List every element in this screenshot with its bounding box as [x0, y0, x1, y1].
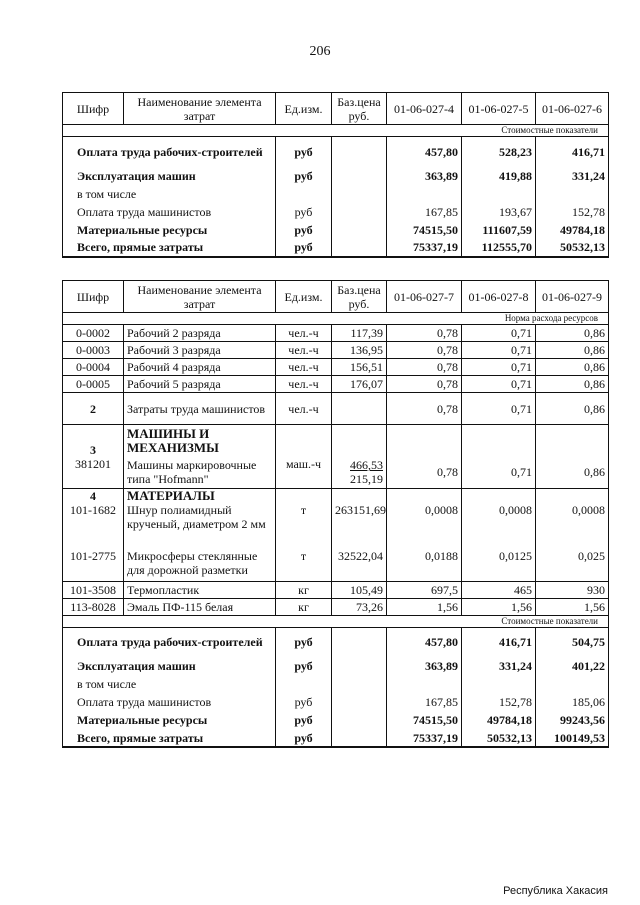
- row-unit: чел.-ч: [276, 342, 332, 359]
- row-value: 457,80: [387, 137, 462, 167]
- page-number: 206: [309, 44, 331, 59]
- row-value: 363,89: [387, 167, 462, 185]
- row-unit: кг: [276, 581, 332, 598]
- row-code: 0-0002: [63, 325, 124, 342]
- row-value: 0,71: [462, 376, 536, 393]
- row-value: 74515,50: [387, 711, 462, 729]
- table-row: [63, 393, 609, 425]
- row-price: 466,53: [350, 458, 383, 473]
- row-value: 416,71: [462, 627, 536, 657]
- table-row: [63, 598, 609, 615]
- row-unit: чел.-ч: [276, 325, 332, 342]
- row-value: 457,80: [387, 627, 462, 657]
- row-label: Эмаль ПФ-115 белая: [124, 598, 276, 615]
- row-code: 0-0004: [63, 359, 124, 376]
- row-label: Термопластик: [124, 581, 276, 598]
- row-unit: чел.-ч: [276, 359, 332, 376]
- row-value: 528,23: [462, 137, 536, 167]
- row-value: 0,78: [387, 393, 462, 425]
- row-value: 0,0008: [462, 503, 536, 549]
- header-base-price: Баз.цена руб.: [332, 93, 387, 125]
- row-value: 0,0125: [462, 549, 536, 581]
- header-unit: Ед.изм.: [276, 281, 332, 313]
- row-code: 0-0003: [63, 342, 124, 359]
- row-code: 101-2775: [63, 549, 124, 581]
- header-unit: Ед.изм.: [276, 93, 332, 125]
- footer-region: Республика Хакасия: [503, 885, 608, 897]
- row-value: 0,71: [462, 342, 536, 359]
- row-value: 152,78: [536, 203, 609, 221]
- row-value: 75337,19: [387, 239, 462, 257]
- header-col-3: 01-06-027-9: [536, 281, 609, 313]
- section-cost-label: Стоимостные показатели: [63, 125, 609, 137]
- row-code: 2: [63, 393, 124, 425]
- row-unit: руб: [276, 167, 332, 185]
- header-col-2: 01-06-027-5: [462, 93, 536, 125]
- row-label: Затраты труда машинистов: [124, 393, 276, 425]
- row-label: Шнур полиамидный крученый, диаметром 2 мм: [124, 503, 276, 549]
- row-code: 101-1682: [63, 503, 124, 549]
- row-value: 0,78: [387, 325, 462, 342]
- row-value: 111607,59: [462, 221, 536, 239]
- header-code: Шифр: [63, 93, 124, 125]
- row-label: Рабочий 2 разряда: [124, 325, 276, 342]
- row-label: Оплата труда машинистов: [63, 693, 276, 711]
- row-label: Рабочий 5 разряда: [124, 376, 276, 393]
- row-value: 0,78: [387, 359, 462, 376]
- row-label: Микросферы стеклянные для дорожной разметки: [124, 549, 276, 581]
- row-label: Машины маркировочные типа "Hofmann": [124, 457, 276, 489]
- row-unit: т: [276, 503, 332, 549]
- row-value: 112555,70: [462, 239, 536, 257]
- row-unit: кг: [276, 598, 332, 615]
- row-value: 331,24: [462, 657, 536, 675]
- row-value: 1,56: [536, 598, 609, 615]
- row-unit: чел.-ч: [276, 393, 332, 425]
- row-value: 167,85: [387, 203, 462, 221]
- row-value: 419,88: [462, 167, 536, 185]
- row-value: 100149,53: [536, 729, 609, 747]
- header-name: Наименование элемента затрат: [124, 93, 276, 125]
- row-value: 930: [536, 581, 609, 598]
- row-value: 0,025: [536, 549, 609, 581]
- row-unit: руб: [276, 137, 332, 167]
- row-label: Оплата труда рабочих-строителей: [63, 627, 276, 657]
- row-value: 331,24: [536, 167, 609, 185]
- row-value: 363,89: [387, 657, 462, 675]
- cost-table-2: [62, 280, 609, 748]
- header-col-1: 01-06-027-7: [387, 281, 462, 313]
- row-price: 176,07: [332, 376, 387, 393]
- row-unit: руб: [276, 729, 332, 747]
- row-label: Оплата труда машинистов: [63, 203, 276, 221]
- row-value: 0,78: [387, 457, 462, 489]
- row-price: 136,95: [332, 342, 387, 359]
- row-label: в том числе: [63, 185, 276, 203]
- row-value: 416,71: [536, 137, 609, 167]
- row-code: 113-8028: [63, 598, 124, 615]
- row-price: 263151,69: [332, 503, 387, 549]
- row-code: 0-0005: [63, 376, 124, 393]
- row-label: Материальные ресурсы: [63, 711, 276, 729]
- row-value: 401,22: [536, 657, 609, 675]
- row-value: 167,85: [387, 693, 462, 711]
- row-label: Эксплуатация машин: [63, 657, 276, 675]
- row-value: 0,78: [387, 376, 462, 393]
- cost-table-1: [62, 92, 609, 258]
- row-value: 504,75: [536, 627, 609, 657]
- row-value: 50532,13: [462, 729, 536, 747]
- row-value: 465: [462, 581, 536, 598]
- row-value: 0,0008: [387, 503, 462, 549]
- row-label: Оплата труда рабочих-строителей: [63, 137, 276, 167]
- row-value: 185,06: [536, 693, 609, 711]
- row-value: 0,71: [462, 325, 536, 342]
- row-value: 152,78: [462, 693, 536, 711]
- row-value: 0,86: [536, 457, 609, 489]
- row-value: 0,71: [462, 457, 536, 489]
- section-cost-label: Стоимостные показатели: [63, 615, 609, 627]
- header-col-1: 01-06-027-4: [387, 93, 462, 125]
- row-value: 74515,50: [387, 221, 462, 239]
- row-value: 193,67: [462, 203, 536, 221]
- table-row: [63, 359, 609, 376]
- row-unit: руб: [276, 239, 332, 257]
- row-value: 0,78: [387, 342, 462, 359]
- row-value: 697,5: [387, 581, 462, 598]
- row-unit: т: [276, 549, 332, 581]
- row-label: Эксплуатация машин: [63, 167, 276, 185]
- row-label: Рабочий 3 разряда: [124, 342, 276, 359]
- row-unit: руб: [276, 693, 332, 711]
- row-price: 117,39: [332, 325, 387, 342]
- row-price-secondary: 215,19: [350, 472, 383, 487]
- section-code: 4: [63, 489, 124, 504]
- row-value: 49784,18: [462, 711, 536, 729]
- row-price: 105,49: [332, 581, 387, 598]
- row-value: 1,56: [462, 598, 536, 615]
- row-value: 0,0008: [536, 503, 609, 549]
- row-value: 0,71: [462, 359, 536, 376]
- row-value: 49784,18: [536, 221, 609, 239]
- row-unit: руб: [276, 203, 332, 221]
- row-value: 0,86: [536, 359, 609, 376]
- header-base-price: Баз.цена руб.: [332, 281, 387, 313]
- row-value: 0,86: [536, 376, 609, 393]
- row-code: 101-3508: [63, 581, 124, 598]
- row-value: 0,86: [536, 325, 609, 342]
- row-label: Всего, прямые затраты: [63, 239, 276, 257]
- row-label: в том числе: [63, 675, 276, 693]
- row-unit: чел.-ч: [276, 376, 332, 393]
- row-label: Рабочий 4 разряда: [124, 359, 276, 376]
- table-row: [63, 457, 609, 489]
- table-row: [63, 581, 609, 598]
- row-value: 0,71: [462, 393, 536, 425]
- row-label: Материальные ресурсы: [63, 221, 276, 239]
- row-value: 0,0188: [387, 549, 462, 581]
- header-col-3: 01-06-027-6: [536, 93, 609, 125]
- header-code: Шифр: [63, 281, 124, 313]
- section-title: МАТЕРИАЛЫ: [124, 489, 276, 504]
- row-label: Всего, прямые затраты: [63, 729, 276, 747]
- header-col-2: 01-06-027-8: [462, 281, 536, 313]
- row-value: 99243,56: [536, 711, 609, 729]
- row-unit: руб: [276, 221, 332, 239]
- row-unit: маш.-ч: [276, 457, 332, 489]
- row-unit: руб: [276, 711, 332, 729]
- row-value: 75337,19: [387, 729, 462, 747]
- row-unit: руб: [276, 627, 332, 657]
- row-price: 156,51: [332, 359, 387, 376]
- table-row: [63, 325, 609, 342]
- row-value: 1,56: [387, 598, 462, 615]
- header-name: Наименование элемента затрат: [124, 281, 276, 313]
- row-code: 381201: [63, 457, 124, 489]
- row-value: 0,86: [536, 342, 609, 359]
- section-title: МАШИНЫ И МЕХАНИЗМЫ: [124, 425, 276, 457]
- table-row: [63, 549, 609, 581]
- table-row: [63, 376, 609, 393]
- row-price: 32522,04: [332, 549, 387, 581]
- section-norm-label: Норма расхода ресурсов: [63, 313, 609, 325]
- row-unit: руб: [276, 657, 332, 675]
- row-value: 50532,13: [536, 239, 609, 257]
- row-value: 0,86: [536, 393, 609, 425]
- row-price: 73,26: [332, 598, 387, 615]
- section-code: 3: [63, 425, 124, 457]
- table-row: [63, 503, 609, 549]
- table-row: [63, 342, 609, 359]
